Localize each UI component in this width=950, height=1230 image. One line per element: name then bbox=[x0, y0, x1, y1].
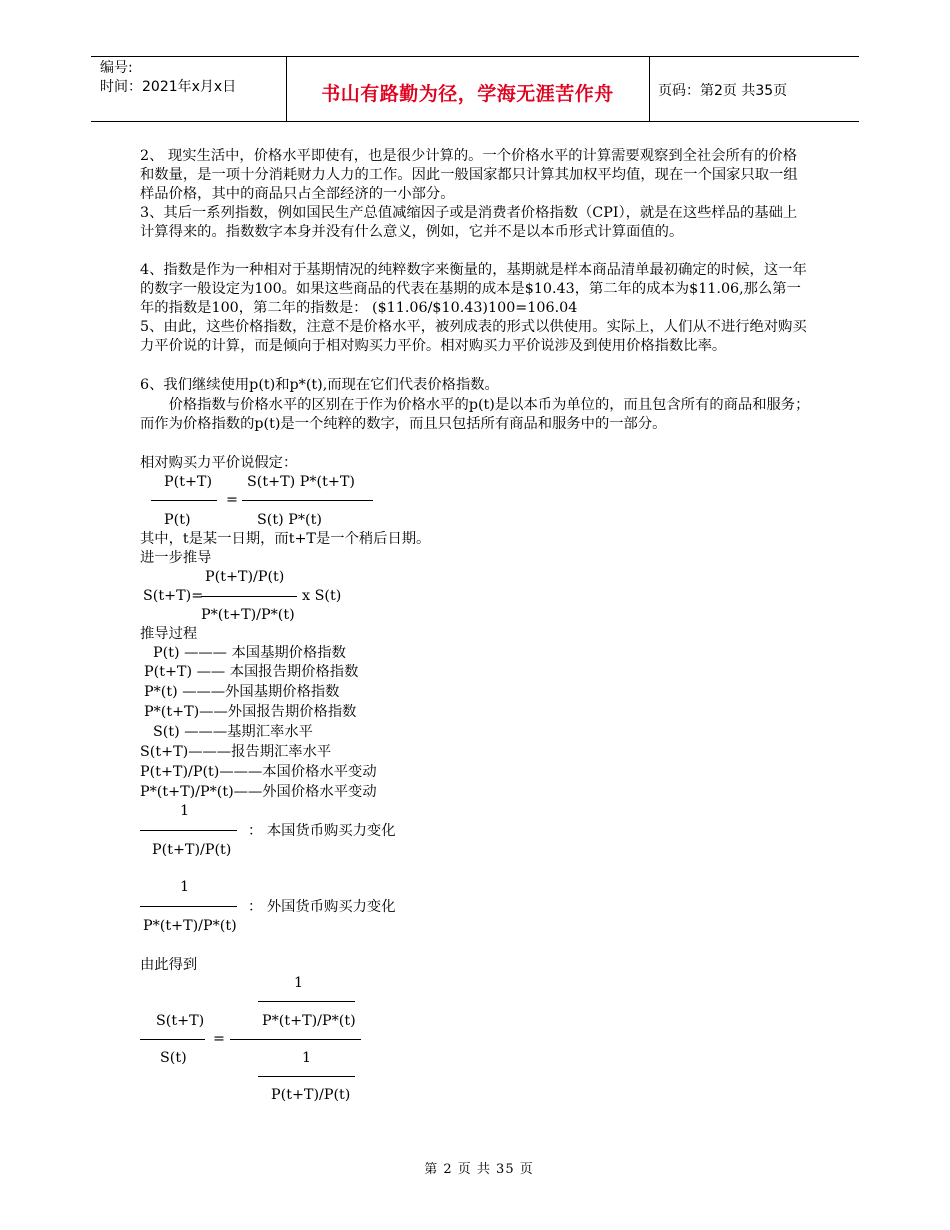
definition-item: P(t) ——— 本国基期价格指数 bbox=[153, 645, 346, 661]
formula3-bottom-fraction-bar bbox=[258, 1076, 355, 1077]
definition-item: P*(t) ———外国基期价格指数 bbox=[144, 684, 340, 700]
formula3-bottom-denominator: P(t+T)/P(t) bbox=[271, 1087, 351, 1103]
formula1-lhs-denominator: P(t) bbox=[164, 512, 191, 528]
formula3-top-numerator: 1 bbox=[294, 975, 304, 991]
paragraph-5: 5、由此，这些价格指数，注意不是价格水平，被列成表的形式以供使用。实际上，人们从不进行绝对购买力平价说的计算，而是倾向于相对购买力平价。相对购买力平价说涉及到使用价格指数比率。 bbox=[140, 319, 807, 354]
formula1-lhs-numerator: P(t+T) bbox=[164, 474, 213, 490]
paragraph-index-vs-level: 价格指数与价格水平的区别在于作为价格水平的p(t)是以本币为单位的，而且包含所有的商品和服务；而作为价格指数的p(t)是一个纯粹的数字，而且只包括所有商品和服务中的一部分。 bbox=[140, 397, 810, 432]
document-date-label: 时间：2021年x月x日 bbox=[100, 79, 237, 95]
further-derivation-label: 进一步推导 bbox=[140, 550, 212, 566]
header-top-rule bbox=[91, 56, 859, 57]
header-bottom-rule bbox=[91, 121, 859, 122]
paragraph-4: 4、指数是作为一种相对于基期情况的纯粹数字来衡量的，基期就是样本商品清单最初确定的时候，这一年的数字一般设定为100。如果这些商品的代表在基期的成本是$10.43，第二年的成本为$11.06,那么第一年的指数是100，第二年的指数是： ($11.06/$10.43)100=106.04 bbox=[140, 262, 807, 316]
paragraph-2: 2、 现实生活中，价格水平即使有，也是很少计算的。一个价格水平的计算需要观察到全社会所有的价格和数量，是一项十分消耗财力人力的工作。因此一般国家都只计算其加权平均值，现在一个国家只取一组样品价格，其中的商品只占全部经济的一小部分。 bbox=[140, 148, 798, 202]
header-page-indicator: 页码：第2页 共35页 bbox=[658, 83, 788, 99]
formula3-top-fraction-bar bbox=[258, 1001, 355, 1002]
formula1-rhs-fraction-bar bbox=[242, 500, 373, 501]
definition-item: P*(t+T)/P*(t)——外国价格水平变动 bbox=[140, 784, 377, 800]
formula3-lhs-denominator: S(t) bbox=[160, 1050, 187, 1066]
home-fraction-label: ： 本国货币购买力变化 bbox=[248, 823, 396, 839]
definition-item: S(t) ———基期汇率水平 bbox=[153, 724, 313, 740]
formula1-equals: = bbox=[226, 492, 238, 508]
derivation-label: 推导过程 bbox=[140, 626, 198, 642]
formula3-bottom-numerator: 1 bbox=[302, 1050, 312, 1066]
home-fraction-numerator: 1 bbox=[180, 803, 190, 819]
definition-item: P(t+T)/P(t)———本国价格水平变动 bbox=[140, 764, 377, 780]
formula2-denominator: P*(t+T)/P*(t) bbox=[201, 607, 295, 623]
formula3-main-fraction-bar bbox=[230, 1039, 361, 1040]
foreign-fraction-denominator: P*(t+T)/P*(t) bbox=[143, 918, 237, 934]
formula2-fraction-bar bbox=[201, 596, 297, 597]
home-fraction-denominator: P(t+T)/P(t) bbox=[152, 842, 232, 858]
formula2-numerator: P(t+T)/P(t) bbox=[205, 569, 285, 585]
formula1-rhs-numerator: S(t+T) P*(t+T) bbox=[247, 474, 355, 490]
formula3-top-denominator: P*(t+T)/P*(t) bbox=[262, 1013, 356, 1029]
formula1-rhs-denominator: S(t) P*(t) bbox=[257, 512, 322, 528]
result-label: 由此得到 bbox=[140, 957, 198, 973]
definition-item: P*(t+T)——外国报告期价格指数 bbox=[144, 704, 357, 720]
foreign-fraction-bar bbox=[140, 906, 237, 907]
formula2-lhs: S(t+T)= bbox=[143, 588, 204, 604]
definition-item: P(t+T) —— 本国报告期价格指数 bbox=[144, 664, 359, 680]
page-footer: 第 2 页 共 35 页 bbox=[424, 1162, 534, 1177]
where-text: 其中，t是某一日期，而t+T是一个稍后日期。 bbox=[140, 531, 431, 547]
paragraph-3: 3、其后一系列指数，例如国民生产总值减缩因子或是消费者价格指数（CPI），就是在这些样品的基础上 计算得来的。指数数字本身并没有什么意义，例如，它并不是以本币形式计算面值的。 bbox=[140, 205, 798, 240]
header-left-block bbox=[100, 59, 236, 97]
formula3-lhs-numerator: S(t+T) bbox=[156, 1013, 205, 1029]
header-divider-right bbox=[649, 56, 650, 121]
formula3-lhs-fraction-bar bbox=[140, 1039, 205, 1040]
header-motto: 书山有路勤为径，学海无涯苦作舟 bbox=[321, 83, 614, 105]
definition-item: S(t+T)———报告期汇率水平 bbox=[140, 744, 332, 760]
formula1-lhs-fraction-bar bbox=[151, 500, 217, 501]
formula2-tail: x S(t) bbox=[302, 588, 342, 604]
foreign-fraction-numerator: 1 bbox=[180, 879, 190, 895]
foreign-fraction-label: ： 外国货币购买力变化 bbox=[248, 899, 396, 915]
paragraph-6: 6、我们继续使用p(t)和p*(t),而现在它们代表价格指数。 bbox=[140, 377, 499, 393]
formula3-equals: = bbox=[213, 1031, 225, 1047]
document-number-label: 编号: bbox=[100, 60, 133, 76]
home-fraction-bar bbox=[140, 830, 237, 831]
assumption-label: 相对购买力平价说假定： bbox=[140, 455, 298, 471]
